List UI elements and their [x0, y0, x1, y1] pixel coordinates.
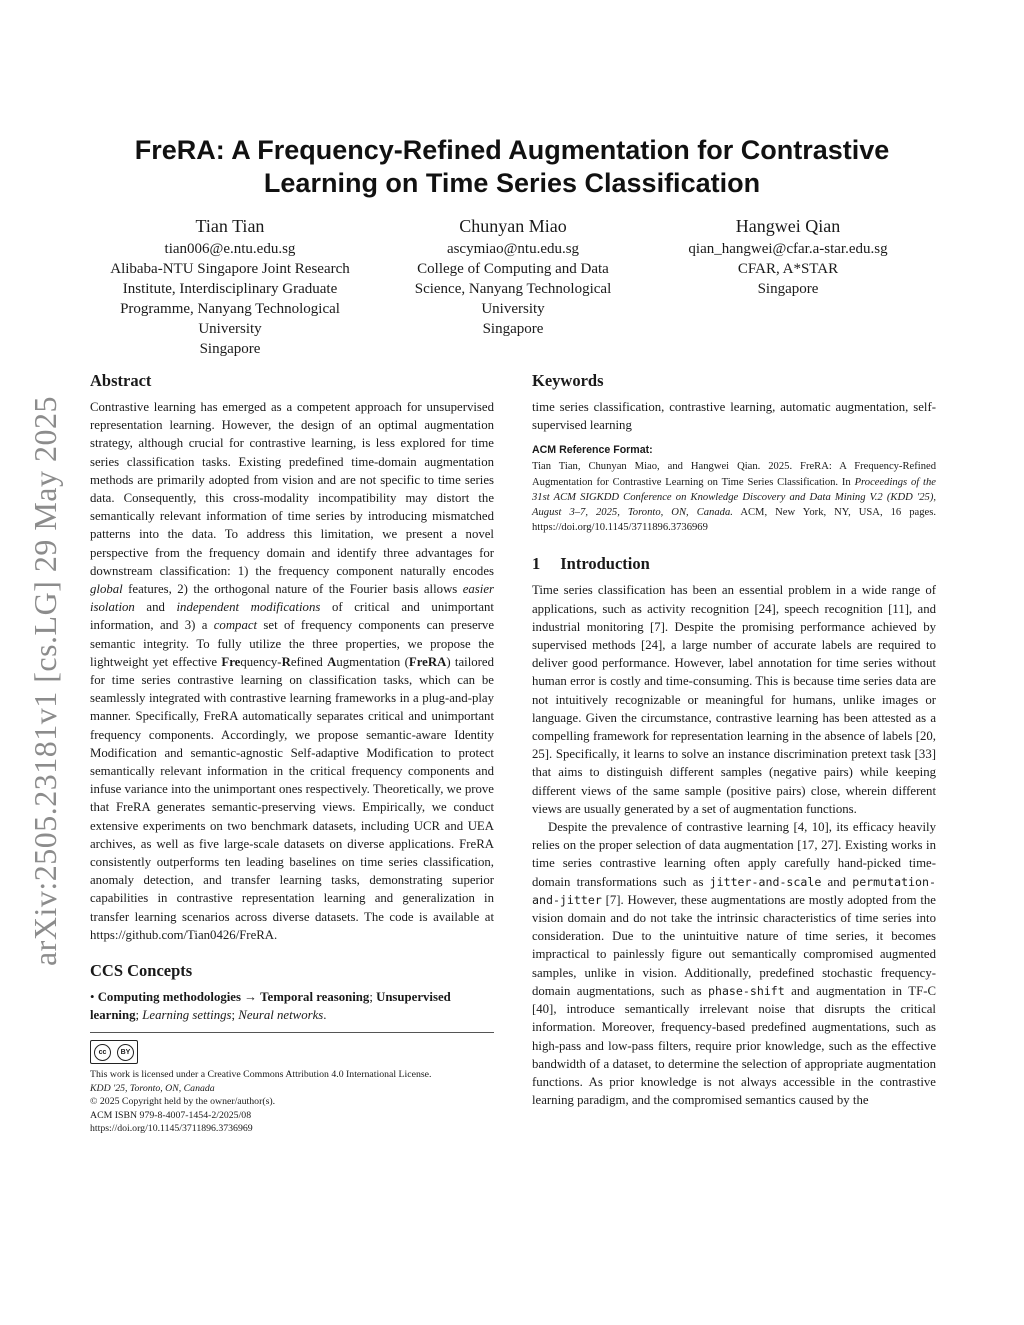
paper-title: FreRA: A Frequency-Refined Augmentation for Contrastive Learning on Time Series Classification — [134, 135, 890, 198]
introduction-heading — [532, 553, 936, 575]
license-isbn: ACM ISBN 979-8-4007-1454-2/2025/08 — [90, 1109, 252, 1121]
author-card — [648, 214, 928, 299]
author-email: tian006@e.ntu.edu.sg — [164, 241, 296, 257]
author-affiliation: College of Computing and Data Science, Nanyang Technological University — [414, 261, 612, 317]
arxiv-identifier: arXiv:2505.23181v1 [cs.LG] 29 May 2025 — [26, 395, 63, 967]
acm-reference-text: Tian Tian, Chunyan Miao, and Hangwei Qian. 2025. FreRA: A Frequency-Refined Augmentation for Contrastive Learning on Time Series Classification. In Proceedings of the 31st ACM SIGKDD Conference on Knowledge Discovery and Data Mining V.2 (KDD '25), August 3–7, 2025, Toronto, ON, Canada. ACM, New York, NY, USA, 16 pages. https://doi.org/10.1145/3711896.3736969 — [532, 461, 936, 534]
license-venue: KDD '25, Toronto, ON, Canada — [90, 1082, 215, 1094]
section-number: 1 — [532, 554, 541, 574]
abstract-text: Contrastive learning has emerged as a competent approach for unsupervised representation learning. However, the design of an optimal augmentation strategy, although crucial for contrastive learning, is less explored for time series classification tasks. Existing predefined time-domain augmentation methods are primarily adopted from vision and are not specific to time series data. Consequently, this cross-modality incompatibility may distort the semantically relevant information of time series by introducing mismatched patterns into the data. To address this limitation, we present a novel perspective from the frequency domain and identify three advantages for downstream classification: 1) the frequency component naturally encodes global features, 2) the orthogonal nature of the Fourier basis allows easier isolation and independent modifications of critical and unimportant information, and 3) a compact set of frequency components can preserve semantic integrity. To fully utilize the three properties, we propose the lightweight yet effective Frequency-Refined Augmentation (FreRA) tailored for time series contrastive learning on classification tasks, which can be seamlessly integrated with contrastive learning frameworks in a plug-and-play manner. Specifically, FreRA automatically separates critical and unimportant frequency components. Accordingly, we propose semantic-aware Identity Modification and semantic-agnostic Self-adaptive Modification to protect semantically relevant information in the critical frequency components and infuse variance into the unimportant ones respectively. Theoretically, we prove that FreRA generates semantic-preserving views. Empirically, we conduct extensive experiments on two benchmark datasets, including UCR and UEA archives, as well as five large-scale datasets on diverse applications. FreRA consistently outperforms ten leading baselines on time series classification, anomaly detection, and transfer learning tasks, demonstrating superior capabilities in contrastive representation learning and generalization in transfer learning scenarios across diverse datasets. The code is available at https://github.com/Tian0426/FreRA. — [90, 400, 495, 942]
license-block — [90, 1040, 494, 1064]
author-affiliation: CFAR, A*STAR — [737, 261, 839, 277]
keywords-text: time series classification, contrastive learning, automatic augmentation, self-supervised learning — [532, 400, 936, 433]
author-email: ascymiao@ntu.edu.sg — [446, 241, 580, 257]
license-copyright: © 2025 Copyright held by the owner/author(s). — [90, 1096, 276, 1108]
author-name: Tian Tian — [195, 216, 265, 236]
abstract-heading: Abstract — [90, 371, 152, 390]
ccs-concepts: • Computing methodologies → Temporal reasoning; Unsupervised learning; Learning settings; Neural networks. — [90, 990, 451, 1023]
ccs-heading: CCS Concepts — [90, 961, 193, 981]
creative-commons-badge-icon: cc BY — [90, 1040, 138, 1064]
author-email: qian_hangwei@cfar.a-star.edu.sg — [688, 241, 888, 257]
intro-paragraph: Time series classification has been an essential problem in a wide range of applications, such as activity recognition [24], speech recognition [11], and industrial monitoring [7]. Despite the promising performance achieved by supervised methods [24], a large number of accurate labels are required to deliver good performance. However, label annotation for time series without human error is costly and time-consuming. This is because time series data are not intuitively recognizable or meaningful for humans, unlike images or language. Given the circumstance, contrastive learning has been attested as a compelling framework for representation learning in the absence of labels [20, 25]. Specifically, it learns to solve an instance discrimination pretext task [33] that aims to distinguish different samples (negative pairs) while keeping different views of the same sample (positive pairs) close, wherein different views are usually generated by a set of augmentation functions. — [532, 583, 936, 816]
author-name: Hangwei Qian — [735, 216, 841, 236]
author-card — [373, 214, 653, 339]
acm-reference-heading: ACM Reference Format: — [532, 444, 653, 457]
keywords-heading: Keywords — [532, 371, 604, 390]
author-name: Chunyan Miao — [459, 216, 567, 236]
author-card — [90, 214, 370, 359]
license-divider — [90, 1032, 494, 1033]
intro-paragraph: Despite the prevalence of contrastive learning [4, 10], its efficacy heavily relies on the proper selection of data augmentation [17, 27]. Existing works in time series contrastive learning often apply carefully hand-picked time-domain transformations such as jitter-and-scale and permutation-and-jitter [7]. However, these augmentations are mostly adopted from the vision domain and do not take the intrinsic characteristics of time series into consideration. Due to the unintuitive nature of time series, it becomes impractical to painlessly figure out semantically compromised augmented samples, unlike in vision. Additionally, predefined stochastic frequency-domain augmentations, such as phase-shift and augmentation in TF-C [40], introduce semantically irrelevant noise that disrupts the critical information. Moreover, frequency-based predefined augmentations, such as high-pass and low-pass filters, require prior knowledge, such as the effective bandwidth of a dataset, to determine the selection of appropriate augmentation functions. As prior knowledge is not always accessible in the contrastive learning paradigm, and the compromised semantics caused by the — [532, 820, 936, 1108]
license-text: This work is licensed under a Creative Commons Attribution 4.0 International License. — [90, 1069, 432, 1081]
license-doi[interactable]: https://doi.org/10.1145/3711896.3736969 — [90, 1123, 253, 1135]
author-country: Singapore — [482, 321, 544, 337]
section-title: Introduction — [560, 554, 650, 574]
author-affiliation: Alibaba-NTU Singapore Joint Research Institute, Interdisciplinary Graduate Programme, Nanyang Technological University — [110, 261, 350, 337]
author-country: Singapore — [199, 341, 261, 357]
left-column — [90, 370, 494, 1136]
author-country: Singapore — [757, 281, 819, 297]
right-column — [532, 370, 936, 1109]
